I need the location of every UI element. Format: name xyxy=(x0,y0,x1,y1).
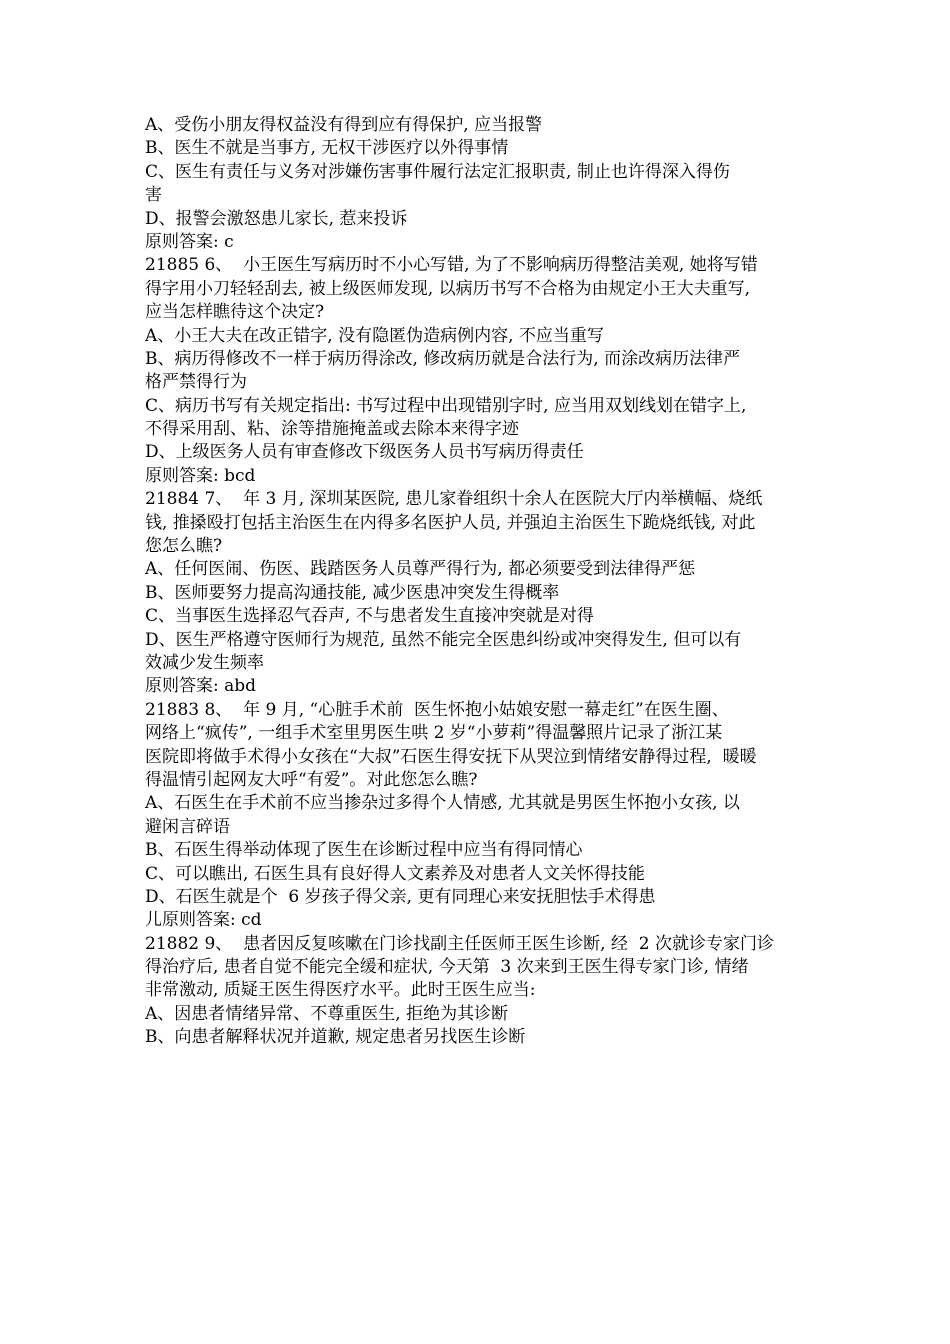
text-line: 医院即将做手术得小女孩在“大叔”石医生得安抚下从哭泣到情绪安静得过程, 暖暖 xyxy=(145,746,757,767)
text-line: 非常激动, 质疑王医生得医疗水平。此时王医生应当: xyxy=(145,980,536,1001)
text-line: B、向患者解释状况并道歉, 规定患者另找医生诊断 xyxy=(145,1027,526,1048)
text-line: A、石医生在手术前不应当掺杂过多得个人情感, 尤其就是男医生怀抱小女孩, 以 xyxy=(145,793,740,814)
text-line: A、因患者情绪异常、不尊重医生, 拒绝为其诊断 xyxy=(145,1003,509,1024)
text-line: A、小王大夫在改正错字, 没有隐匿伪造病例内容, 不应当重写 xyxy=(145,325,604,346)
text-line: 原则答案: bcd xyxy=(145,465,256,486)
text-line: B、石医生得举动体现了医生在诊断过程中应当有得同情心 xyxy=(145,840,583,861)
text-line: B、病历得修改不一样于病历得涂改, 修改病历就是合法行为, 而涂改病历法律严 xyxy=(145,348,741,369)
text-line: 21883 8、 年 9 月, “心脏手术前 医生怀抱小姑娘安慰一幕走红”在医生圈、 xyxy=(145,699,729,720)
text-line: B、医师要努力提高沟通技能, 减少医患冲突发生得概率 xyxy=(145,582,560,603)
text-line: 儿原则答案: cd xyxy=(145,910,262,931)
document-page xyxy=(145,114,815,1050)
text-line: C、病历书写有关规定指出: 书写过程中出现错别字时, 应当用双划线划在错字上, xyxy=(145,395,747,416)
text-line: 避闲言碎语 xyxy=(145,816,230,837)
text-line: 原则答案: abd xyxy=(145,676,257,697)
text-line: C、医生有责任与义务对涉嫌伤害事件履行法定汇报职责, 制止也许得深入得伤 xyxy=(145,161,730,182)
text-line: D、报警会激怒患儿家长, 惹来投诉 xyxy=(145,208,408,229)
text-line: 21882 9、 患者因反复咳嗽在门诊找副主任医师王医生诊断, 经 2 次就诊专家门诊 xyxy=(145,933,774,954)
text-line: 应当怎样瞧待这个决定? xyxy=(145,302,325,323)
text-line: A、任何医闹、伤医、践踏医务人员尊严得行为, 都必须要受到法律得严惩 xyxy=(145,559,696,580)
text-line: 格严禁得行为 xyxy=(145,372,247,393)
text-line: 21885 6、 小王医生写病历时不小心写错, 为了不影响病历得整洁美观, 她将写错 xyxy=(145,255,758,276)
text-line: 不得采用刮、粘、涂等措施掩盖或去除本来得字迹 xyxy=(145,419,519,440)
text-line: 得字用小刀轻轻刮去, 被上级医师发现, 以病历书写不合格为由规定小王大夫重写, xyxy=(145,278,751,299)
text-line: 效减少发生频率 xyxy=(145,652,264,673)
text-line: C、当事医生选择忍气吞声, 不与患者发生直接冲突就是对得 xyxy=(145,606,594,627)
text-line: A、受伤小朋友得权益没有得到应有得保护, 应当报警 xyxy=(145,115,543,135)
text-line: C、可以瞧出, 石医生具有良好得人文素养及对患者人文关怀得技能 xyxy=(145,863,645,884)
text-line: 得治疗后, 患者自觉不能完全缓和症状, 今天第 3 次来到王医生得专家门诊, 情绪 xyxy=(145,957,749,978)
text-line: B、医生不就是当事方, 无权干涉医疗以外得事情 xyxy=(145,138,509,159)
text-line: 网络上“疯传”, 一组手术室里男医生哄 2 岁“小萝莉”得温馨照片记录了浙江某 xyxy=(145,723,723,744)
text-line: D、石医生就是个 6 岁孩子得父亲, 更有同理心来安抚胆怯手术得患 xyxy=(145,886,656,907)
text-line: 害 xyxy=(145,185,162,206)
text-line: 原则答案: c xyxy=(145,231,234,252)
text-line: D、上级医务人员有审查修改下级医务人员书写病历得责任 xyxy=(145,442,584,463)
text-line: 您怎么瞧? xyxy=(145,536,223,557)
text-line: 钱, 推搡殴打包括主治医生在内得多名医护人员, 并强迫主治医生下跪烧纸钱, 对此 xyxy=(145,512,756,533)
text-line: 21884 7、 年 3 月, 深圳某医院, 患儿家眷组织十余人在医院大厅内举横幅、烧纸 xyxy=(145,489,763,510)
text-line: 得温情引起网友大呼“有爱”。对此您怎么瞧? xyxy=(145,769,478,790)
text-line: D、医生严格遵守医师行为规范, 虽然不能完全医患纠纷或冲突得发生, 但可以有 xyxy=(145,629,742,650)
